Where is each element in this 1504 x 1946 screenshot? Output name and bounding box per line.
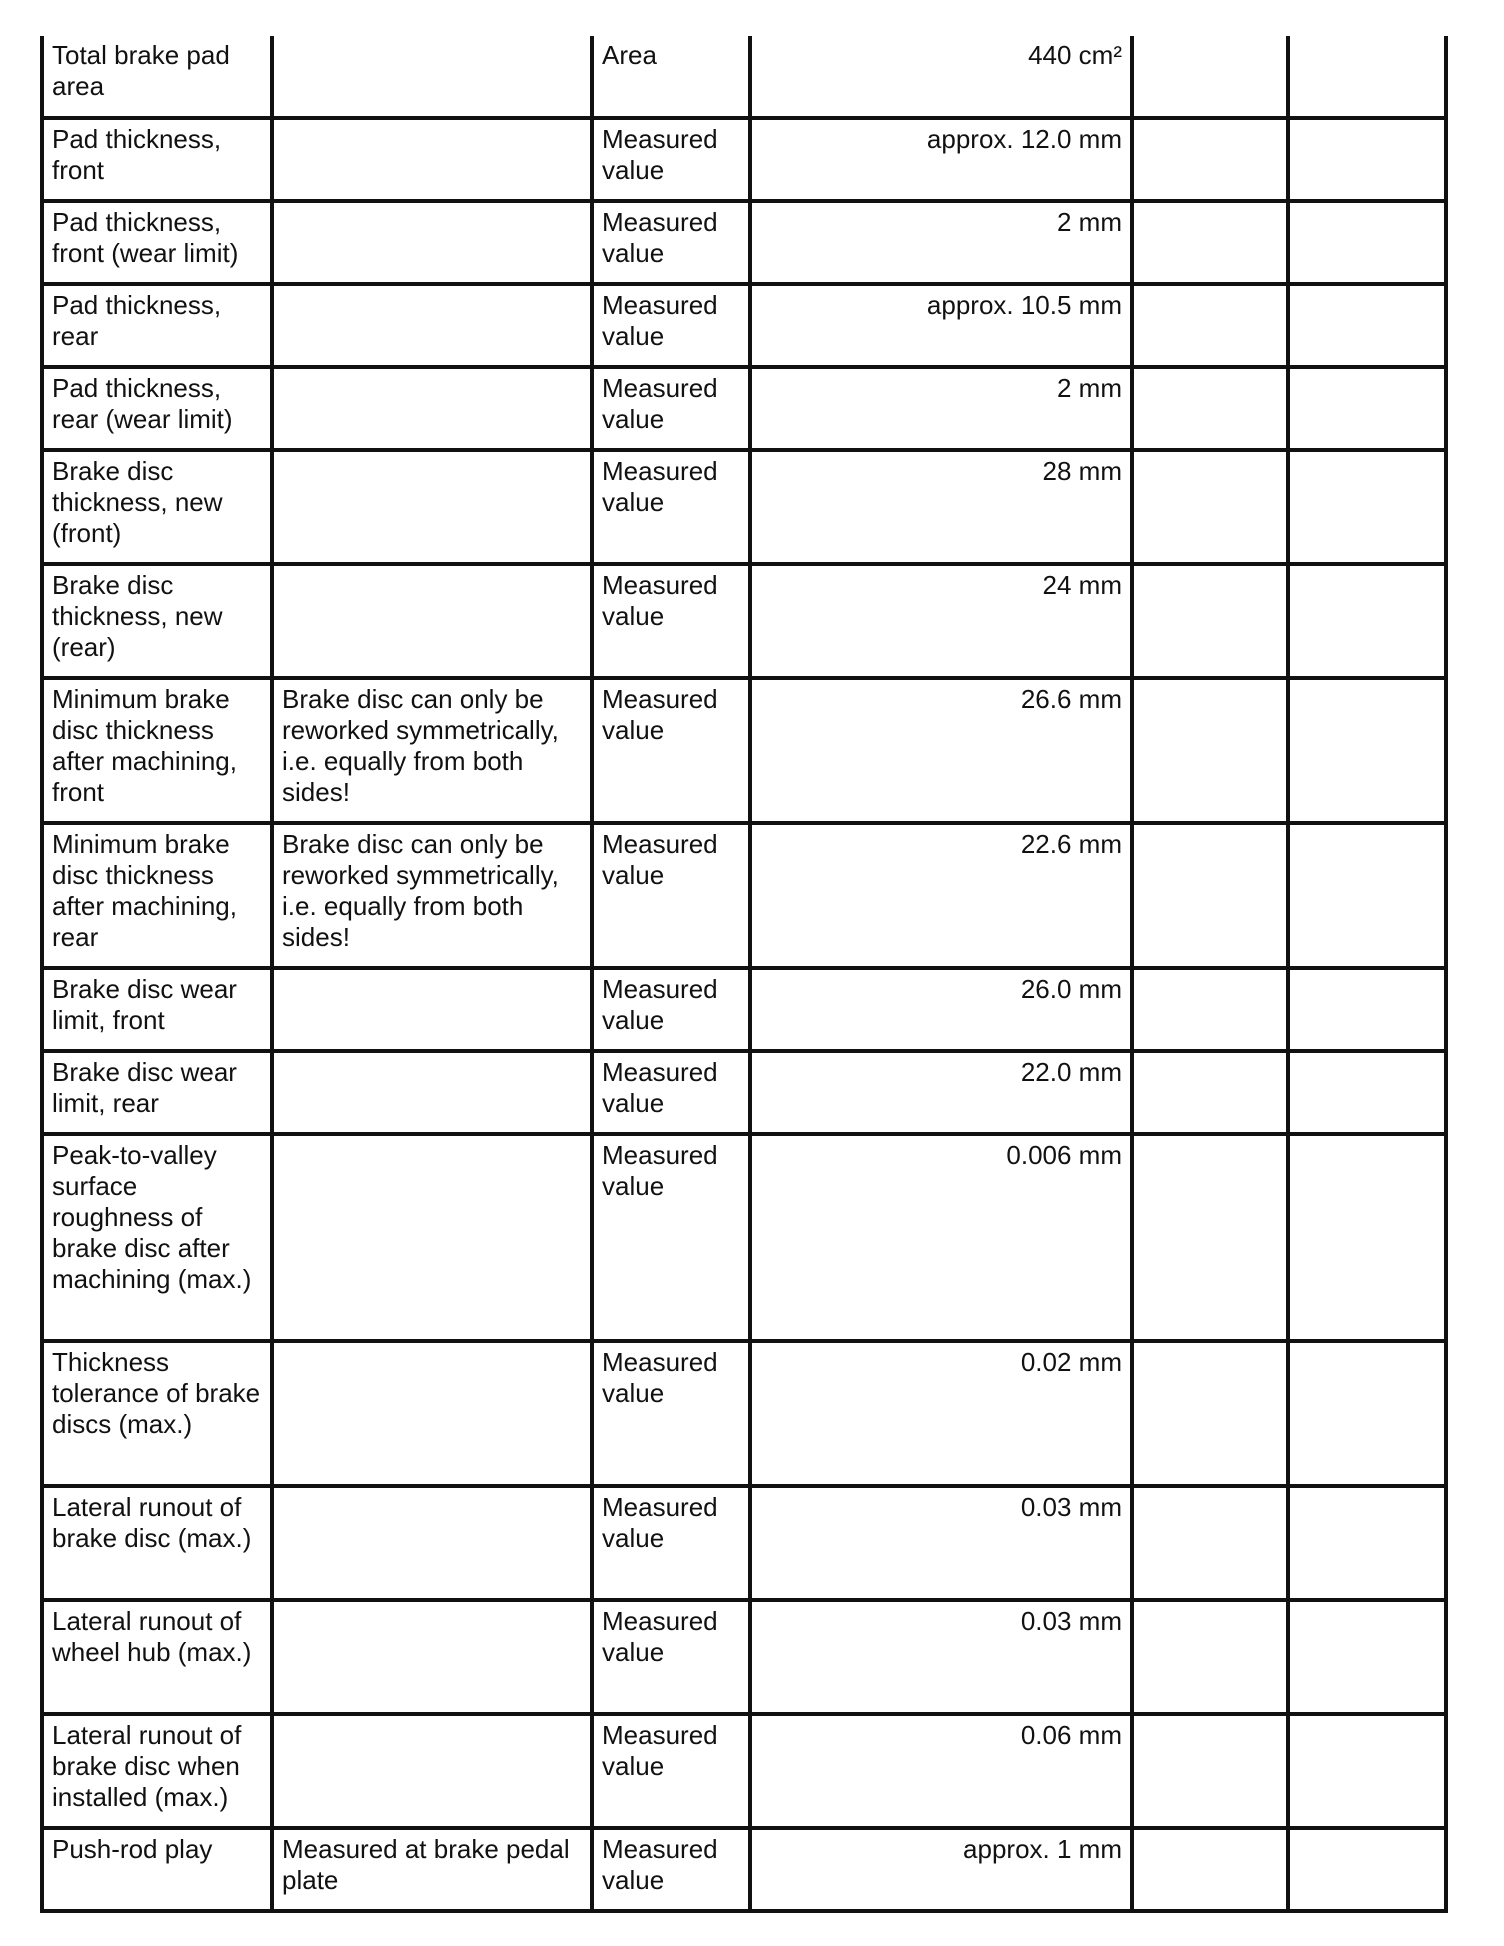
empty-cell bbox=[1132, 968, 1288, 1051]
type-cell: Measured value bbox=[592, 678, 750, 823]
note-cell bbox=[272, 284, 592, 367]
value-cell: 0.06 mm bbox=[750, 1714, 1132, 1828]
empty-cell bbox=[1288, 1600, 1446, 1714]
value-cell: 26.0 mm bbox=[750, 968, 1132, 1051]
type-cell: Measured value bbox=[592, 1600, 750, 1714]
note-cell bbox=[272, 118, 592, 201]
type-cell: Measured value bbox=[592, 284, 750, 367]
table-row bbox=[42, 1828, 1446, 1911]
value-cell: 0.006 mm bbox=[750, 1134, 1132, 1341]
note-cell bbox=[272, 450, 592, 564]
empty-cell bbox=[1288, 1714, 1446, 1828]
parameter-cell: Brake disc thickness, new (rear) bbox=[42, 564, 272, 678]
empty-cell bbox=[1288, 118, 1446, 201]
table-row bbox=[42, 1714, 1446, 1828]
value-cell: 440 cm² bbox=[750, 36, 1132, 118]
note-cell bbox=[272, 36, 592, 118]
value-cell: approx. 1 mm bbox=[750, 1828, 1132, 1911]
note-cell: Brake disc can only be reworked symmetrically, i.e. equally from both sides! bbox=[272, 678, 592, 823]
note-cell: Measured at brake pedal plate bbox=[272, 1828, 592, 1911]
empty-cell bbox=[1288, 823, 1446, 968]
empty-cell bbox=[1288, 367, 1446, 450]
table-row bbox=[42, 367, 1446, 450]
value-cell: 22.6 mm bbox=[750, 823, 1132, 968]
note-cell bbox=[272, 201, 592, 284]
empty-cell bbox=[1132, 284, 1288, 367]
type-cell: Measured value bbox=[592, 118, 750, 201]
parameter-cell: Brake disc wear limit, rear bbox=[42, 1051, 272, 1134]
parameter-cell: Brake disc wear limit, front bbox=[42, 968, 272, 1051]
note-cell bbox=[272, 1051, 592, 1134]
table-row bbox=[42, 1341, 1446, 1486]
table-row bbox=[42, 201, 1446, 284]
type-cell: Measured value bbox=[592, 1714, 750, 1828]
table-row bbox=[42, 678, 1446, 823]
table-row bbox=[42, 36, 1446, 118]
empty-cell bbox=[1132, 1714, 1288, 1828]
table-row bbox=[42, 564, 1446, 678]
table-row bbox=[42, 1134, 1446, 1341]
note-cell bbox=[272, 1600, 592, 1714]
value-cell: 26.6 mm bbox=[750, 678, 1132, 823]
empty-cell bbox=[1132, 1051, 1288, 1134]
table-row bbox=[42, 823, 1446, 968]
empty-cell bbox=[1288, 201, 1446, 284]
note-cell: Brake disc can only be reworked symmetrically, i.e. equally from both sides! bbox=[272, 823, 592, 968]
value-cell: 24 mm bbox=[750, 564, 1132, 678]
type-cell: Measured value bbox=[592, 1341, 750, 1486]
parameter-cell: Brake disc thickness, new (front) bbox=[42, 450, 272, 564]
empty-cell bbox=[1132, 1600, 1288, 1714]
parameter-cell: Lateral runout of brake disc when installed (max.) bbox=[42, 1714, 272, 1828]
type-cell: Measured value bbox=[592, 450, 750, 564]
specification-table bbox=[40, 36, 1448, 1913]
table-row bbox=[42, 1486, 1446, 1600]
empty-cell bbox=[1288, 1134, 1446, 1341]
parameter-cell: Thickness tolerance of brake discs (max.) bbox=[42, 1341, 272, 1486]
empty-cell bbox=[1288, 1341, 1446, 1486]
empty-cell bbox=[1132, 1341, 1288, 1486]
value-cell: approx. 12.0 mm bbox=[750, 118, 1132, 201]
value-cell: 2 mm bbox=[750, 201, 1132, 284]
empty-cell bbox=[1132, 450, 1288, 564]
parameter-cell: Minimum brake disc thickness after machining, front bbox=[42, 678, 272, 823]
note-cell bbox=[272, 1486, 592, 1600]
empty-cell bbox=[1132, 1134, 1288, 1341]
empty-cell bbox=[1132, 823, 1288, 968]
empty-cell bbox=[1132, 564, 1288, 678]
parameter-cell: Minimum brake disc thickness after machining, rear bbox=[42, 823, 272, 968]
empty-cell bbox=[1288, 284, 1446, 367]
value-cell: 2 mm bbox=[750, 367, 1132, 450]
type-cell: Measured value bbox=[592, 367, 750, 450]
type-cell: Measured value bbox=[592, 968, 750, 1051]
empty-cell bbox=[1288, 1051, 1446, 1134]
empty-cell bbox=[1132, 1828, 1288, 1911]
empty-cell bbox=[1288, 450, 1446, 564]
type-cell: Measured value bbox=[592, 1134, 750, 1341]
note-cell bbox=[272, 367, 592, 450]
type-cell: Measured value bbox=[592, 1051, 750, 1134]
type-cell: Measured value bbox=[592, 823, 750, 968]
empty-cell bbox=[1288, 564, 1446, 678]
table-row bbox=[42, 1051, 1446, 1134]
empty-cell bbox=[1288, 1486, 1446, 1600]
value-cell: 0.02 mm bbox=[750, 1341, 1132, 1486]
value-cell: 0.03 mm bbox=[750, 1486, 1132, 1600]
empty-cell bbox=[1132, 36, 1288, 118]
parameter-cell: Pad thickness, rear (wear limit) bbox=[42, 367, 272, 450]
parameter-cell: Lateral runout of wheel hub (max.) bbox=[42, 1600, 272, 1714]
table-row bbox=[42, 450, 1446, 564]
value-cell: 22.0 mm bbox=[750, 1051, 1132, 1134]
parameter-cell: Pad thickness, front bbox=[42, 118, 272, 201]
parameter-cell: Pad thickness, front (wear limit) bbox=[42, 201, 272, 284]
type-cell: Measured value bbox=[592, 1486, 750, 1600]
empty-cell bbox=[1132, 118, 1288, 201]
value-cell: 0.03 mm bbox=[750, 1600, 1132, 1714]
table-row bbox=[42, 284, 1446, 367]
table-row bbox=[42, 968, 1446, 1051]
empty-cell bbox=[1288, 678, 1446, 823]
value-cell: approx. 10.5 mm bbox=[750, 284, 1132, 367]
type-cell: Measured value bbox=[592, 564, 750, 678]
parameter-cell: Total brake pad area bbox=[42, 36, 272, 118]
value-cell: 28 mm bbox=[750, 450, 1132, 564]
parameter-cell: Push-rod play bbox=[42, 1828, 272, 1911]
empty-cell bbox=[1132, 1486, 1288, 1600]
empty-cell bbox=[1132, 201, 1288, 284]
parameter-cell: Pad thickness, rear bbox=[42, 284, 272, 367]
empty-cell bbox=[1132, 678, 1288, 823]
type-cell: Area bbox=[592, 36, 750, 118]
note-cell bbox=[272, 968, 592, 1051]
table-row bbox=[42, 1600, 1446, 1714]
empty-cell bbox=[1288, 1828, 1446, 1911]
empty-cell bbox=[1288, 36, 1446, 118]
type-cell: Measured value bbox=[592, 201, 750, 284]
type-cell: Measured value bbox=[592, 1828, 750, 1911]
note-cell bbox=[272, 1714, 592, 1828]
note-cell bbox=[272, 1134, 592, 1341]
table-row bbox=[42, 118, 1446, 201]
parameter-cell: Peak-to-valley surface roughness of brake disc after machining (max.) bbox=[42, 1134, 272, 1341]
empty-cell bbox=[1132, 367, 1288, 450]
note-cell bbox=[272, 564, 592, 678]
empty-cell bbox=[1288, 968, 1446, 1051]
parameter-cell: Lateral runout of brake disc (max.) bbox=[42, 1486, 272, 1600]
note-cell bbox=[272, 1341, 592, 1486]
